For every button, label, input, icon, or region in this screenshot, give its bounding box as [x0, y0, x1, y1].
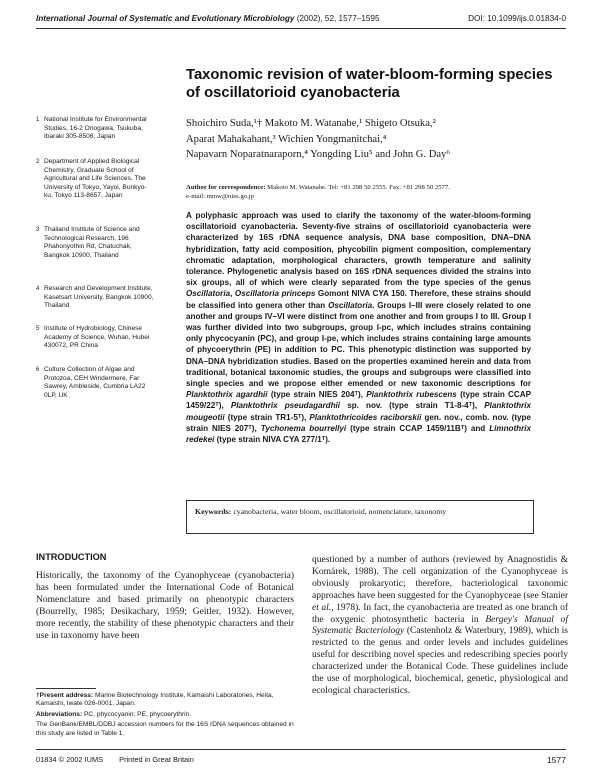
affiliation-number: 2: [36, 159, 40, 165]
type-strain: (type strain NIVA CYA 277/1ᵀ).: [214, 435, 331, 445]
correspondence-label: Author for correspondence:: [186, 184, 266, 191]
type-strain: (type strain CCAP 1459/22ᵀ),: [186, 390, 531, 411]
author-list: [186, 116, 566, 163]
affiliation-number: 4: [36, 286, 40, 292]
footnote-text: PC, phycocyanin; PE, phycoerythrin.: [84, 710, 192, 718]
affiliation: [36, 325, 154, 351]
keywords-text: cyanobacteria, water bloom, oscillatorioid, nomenclature, taxonomy: [233, 507, 447, 516]
genus-name: Oscillatoria: [328, 300, 373, 310]
affiliation-text: Thailand Institute of Science and Technological Research, 196 Phahonyothin Rd, Chatuchak, Bangkok 10900, Thailand: [44, 226, 140, 259]
footnote-rule: [36, 688, 96, 689]
footnote-accession: The GenBank/EMBL/DDBJ accession numbers for the 16S rDNA sequences obtained in this study are listed in Table 1.: [36, 721, 294, 737]
abstract-text: . Groups I–III were closely related to one another and groups IV–VI were distinct from one another and from groups I to III. Group I was further divided into two subgroups, group I-pc, which includes strains containing only phycocyanin (PC), and group I-pe, which includes strains containing large amounts of phycoerythrin (PE) in addition to PC. This phenotypic distinction was supported by DNA–DNA hybridization studies. Based on the properties examined herein and data from traditional, botanical taxonomic studies, the groups and subgroups were classified into single species and we propose either emended or new taxonomic descriptions for: [186, 300, 532, 389]
book-title: Bergey's Manual of Systematic Bacteriology: [312, 614, 568, 637]
affiliation-text: Institute of Hydrobiology, Chinese Academy of Science, Wuhan, Hubei 430072, PR China: [44, 325, 150, 350]
type-strain: gen. nov., comb. nov. (type strain NIES 207ᵀ),: [186, 412, 531, 433]
affiliation-text: Department of Applied Biological Chemistry, Graduate School of Agricultural and Life Sciences, The University of Tokyo, Yayoi, Bunkyo-ku, Tokyo 113-8657, Japan: [44, 158, 147, 200]
correspondence-contact: Makoto M. Watanabe. Tel: +81 298 50 2555. Fax: +81 298 50 2577.: [267, 184, 450, 191]
body-text: questioned by a number of authors (reviewed by Anagnostidis & Komárek, 1988). The cell organization of the Cyanophyceae is obviously prokaryotic; therefore, bacteriological taxonomic approaches have been suggested for the Cyanophyceae (see Stanier: [312, 555, 568, 601]
affiliation-number: 6: [36, 367, 40, 373]
correspondence: [186, 183, 566, 201]
abstract-text: A polyphasic approach was used to clarify the taxonomy of the water-bloom-forming oscillatorioid cyanobacteria. Seventy-five strains of oscillatorioid cyanobacteria were characterized by 16S rDNA sequence analysis, DNA base composition, DNA–DNA hybridization, fatty acid composition, phycobilin pigment composition, complementary chromatic adaptation, morphological characters, growth temperature and salinity tolerance. Phylogenetic analysis based on 16S rDNA sequences divided the strains into six groups, all of which were clearly separated from the type species of the genus: [186, 211, 531, 288]
affiliation: [36, 116, 154, 142]
printed-in: Printed in Great Britain: [119, 755, 194, 764]
affiliation: [36, 366, 154, 400]
affiliation-text: National Institute for Environmental Studies, 16-2 Onogawa, Tsukuba, Ibaraki 305-8506, Japan: [44, 116, 147, 141]
species-name: Planktothricoides raciborskii: [309, 412, 422, 422]
species-name: Limnothrix redekei: [186, 423, 532, 445]
journal-citation: (2002), 52, 1577–1595: [296, 14, 380, 23]
header-rule: [36, 28, 566, 29]
affiliation-number: 1: [36, 117, 40, 123]
species-name: Oscillatoria princeps: [234, 289, 316, 299]
abstract-text: Gomont NIVA CYA 150. Therefore, these strains should be classified into genera other than: [186, 289, 531, 310]
species-name: Planktothrix pseudagardhii: [230, 401, 341, 411]
type-strain: sp. nov. (type strain T1-8-4ᵀ),: [340, 401, 485, 411]
affiliation: [36, 158, 154, 201]
footer-rule: [36, 749, 566, 750]
page-footer: [36, 755, 566, 764]
affiliation-number: 3: [36, 227, 40, 233]
intro-column-right: [312, 555, 568, 698]
running-header: [36, 14, 566, 23]
footnotes: [36, 692, 294, 740]
affiliation: [36, 226, 154, 260]
doi: DOI: 10.1099/ijs.0.01834-0: [468, 14, 566, 23]
keywords-box: [186, 500, 534, 534]
intro-column-left: Historically, the taxonomy of the Cyanophyceae (cyanobacteria) has been formulated under the International Code of Botanical Nomenclature and based primarily on phenotypic characters (Bourrelly, 1985; Desikachary, 1959; Geitler, 1932). However, more recently, the stability of these phenotypic characters and their use in taxonomy have been: [36, 571, 294, 641]
author-line: Napavarn Noparatnaraporn,⁴ Yongding Liu⁵ and John G. Day⁶: [186, 149, 451, 160]
author-line: Shoichiro Suda,¹† Makoto M. Watanabe,¹ Shigeto Otsuka,²: [186, 118, 436, 129]
species-name: Planktothrix mougeotii: [186, 401, 531, 422]
correspondence-email: e-mail: mmw@nies.go.jp: [186, 193, 255, 200]
affiliation-number: 5: [36, 326, 40, 332]
keywords-label: Keywords:: [195, 507, 232, 516]
type-strain: (type strain NIES 204ᵀ),: [267, 390, 367, 400]
author-line: Aparat Mahakahant,³ Wichien Yongmanitchai,⁴: [186, 133, 387, 145]
affiliation-text: Research and Development Institute, Kasetsart University, Bangkok 10900, Thailand: [44, 285, 154, 310]
affiliation: [36, 285, 154, 311]
affiliation-text: Culture Collection of Algae and Protozoa, CEH Windermere, Far Sawrey, Ambleside, Cumbria LA22 0LP, UK: [44, 366, 146, 399]
abstract: [186, 210, 531, 445]
citation-etal: et al.: [312, 602, 332, 613]
genus-name: Oscillatoria: [186, 289, 231, 299]
abstract-text: ,: [230, 289, 235, 299]
footnote-present-address: [36, 692, 294, 709]
type-strain: (type strain TR1-5ᵀ),: [224, 412, 310, 422]
article-title: Taxonomic revision of water-bloom-forming species of oscillatorioid cyanobacteria: [186, 67, 553, 101]
footnote-label: †Present address:: [36, 692, 94, 699]
page-number: 1577: [546, 755, 566, 765]
species-name: Planktothrix rubescens: [366, 390, 457, 400]
species-name: Tychonema bourrellyi: [260, 423, 347, 433]
type-strain: (type strain CCAP 1459/11Bᵀ) and: [346, 423, 490, 433]
footnote-label: Abbreviations:: [36, 710, 83, 718]
species-name: Planktothrix agardhii: [186, 390, 268, 400]
body-text: , 1978). In fact, the cyanobacteria are treated as one branch of the oxygenic photosynthetic bacteria in: [312, 602, 568, 625]
footnote-abbreviations: [36, 711, 294, 719]
journal-name: International Journal of Systematic and Evolutionary Microbiology: [36, 14, 295, 23]
footnote-text: Marine Biotechnology Institute, Kamaishi Laboratories, Heita, Kamaishi, Iwate 026-0001, Japan.: [36, 692, 274, 708]
copyright: 01834 © 2002 IUMS: [36, 755, 104, 764]
body-text: (Castenholz & Waterbury, 1989), which is restricted to the genus and order levels and includes guidelines useful for describing novel species and redescribing species poorly characterized under the Botanical Code. These guidelines include the use of morphological, biochemical, genetic, physiological and ecological characteristics.: [312, 626, 568, 696]
section-heading: INTRODUCTION: [36, 552, 107, 562]
